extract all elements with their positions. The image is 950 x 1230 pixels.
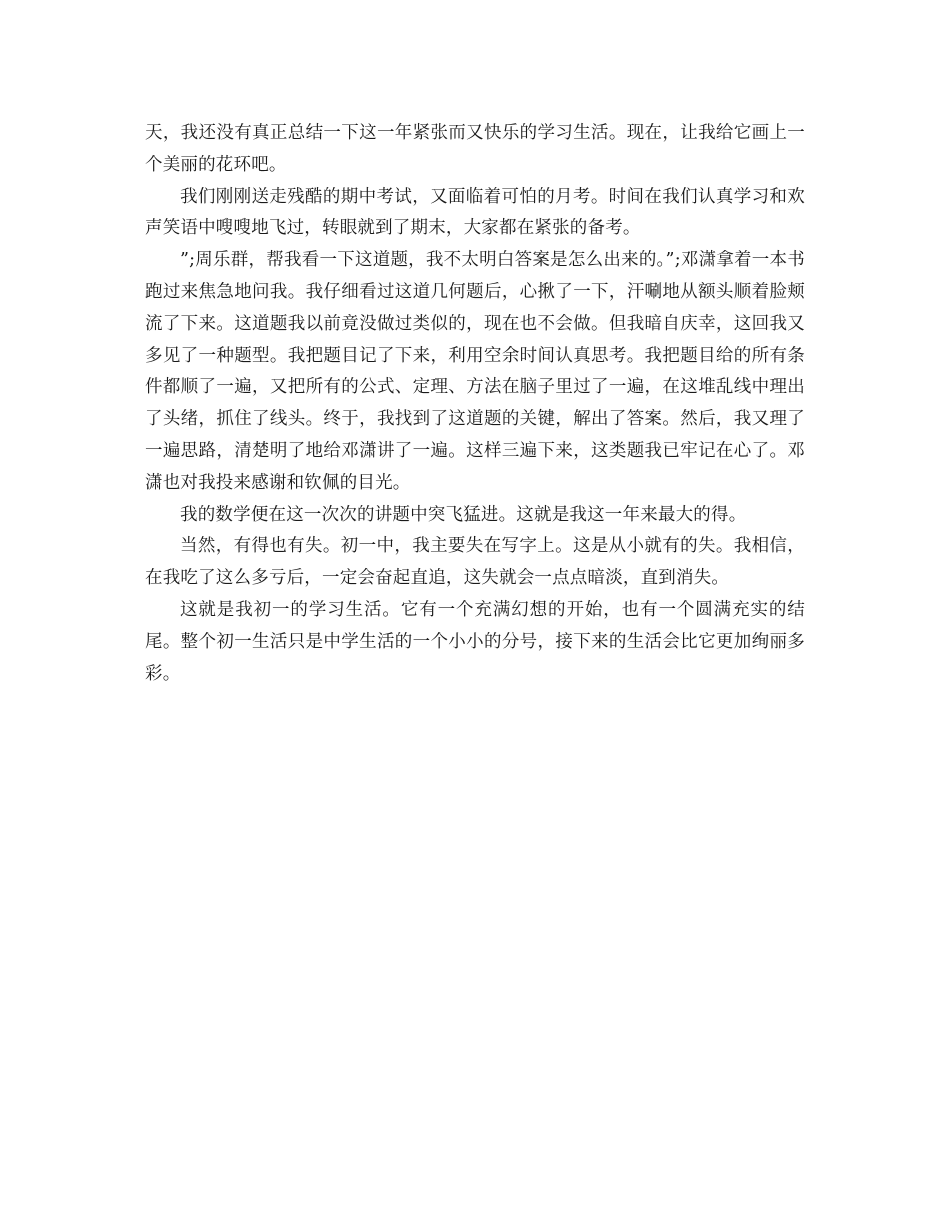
document-body (145, 118, 805, 690)
paragraph-3: ”;周乐群，帮我看一下这道题，我不太明白答案是怎么出来的。”;邓潇拿着一本书跑过来焦急地问我。我仔细看过这道几何题后，心揪了一下，汗唰地从额头顺着脸颊流了下来。这道题我以前竟没做过类似的，现在也不会做。但我暗自庆幸，这回我又多见了一种题型。我把题目记了下来，利用空余时间认真思考。我把题目给的所有条件都顺了一遍，又把所有的公式、定理、方法在脑子里过了一遍，在这堆乱线中理出了头绪，抓住了线头。终于，我找到了这道题的关键，解出了答案。然后，我又理了一遍思路，清楚明了地给邓潇讲了一遍。这样三遍下来，这类题我已牢记在心了。邓潇也对我投来感谢和钦佩的目光。 (145, 250, 805, 493)
paragraph-5: 当然，有得也有失。初一中，我主要失在写字上。这是从小就有的失。我相信，在我吃了这么多亏后，一定会奋起直追，这失就会一点点暗淡，直到消失。 (145, 536, 805, 589)
paragraph-4: 我的数学便在这一次次的讲题中突飞猛进。这就是我这一年来最大的得。 (180, 504, 747, 525)
paragraph-6: 这就是我初一的学习生活。它有一个充满幻想的开始，也有一个圆满充实的结尾。整个初一生活只是中学生活的一个小小的分号，接下来的生活会比它更加绚丽多彩。 (145, 599, 805, 684)
paragraph-1: 天，我还没有真正总结一下这一年紧张而又快乐的学习生活。现在，让我给它画上一个美丽的花环吧。 (145, 123, 805, 175)
paragraph-2: 我们刚刚送走残酷的期中考试，又面临着可怕的月考。时间在我们认真学习和欢声笑语中嗖嗖地飞过，转眼就到了期末，大家都在紧张的备考。 (145, 186, 805, 239)
